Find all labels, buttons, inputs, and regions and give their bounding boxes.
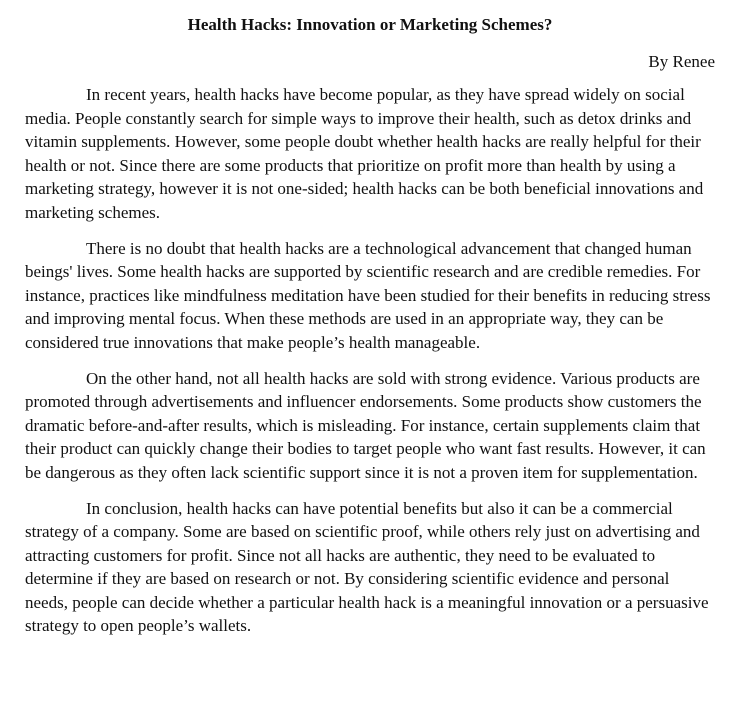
essay-title: Health Hacks: Innovation or Marketing Schemes? — [187, 15, 553, 34]
paragraph-introduction: In recent years, health hacks have become popular, as they have spread widely on social media. People constantly search for simple ways to improve their health, such as detox drinks and vitamin supplements. However, some people doubt whether health hacks are really helpful for their health or not. Since there are some products that prioritize on profit more than health by using a marketing strategy, however it is not one-sided; health hacks can be both beneficial innovations and marketing schemes. — [25, 85, 704, 222]
essay-page — [25, 14, 715, 638]
paragraph-conclusion: In conclusion, health hacks can have potential benefits but also it can be a commercial strategy of a company. Some are based on scientific proof, while others rely just on advertising and attracting customers for profit. Since not all hacks are authentic, they need to be evaluated to determine if they are based on research or not. By considering scientific evidence and personal needs, people can decide whether a particular health hack is a meaningful innovation or a persuasive strategy to open people’s wallets. — [25, 498, 709, 636]
paragraph-innovation: There is no doubt that health hacks are a technological advancement that changed human beings' lives. Some health hacks are supported by scientific research and are credible remedies. For instance, practices like mindfulness meditation have been studied for their benefits in reducing stress and improving mental focus. When these methods are used in an appropriate way, they can be considered true innovations that make people’s health manageable. — [25, 238, 711, 352]
author-byline: By Renee — [648, 52, 715, 71]
paragraph-marketing: On the other hand, not all health hacks are sold with strong evidence. Various products are promoted through advertisements and influencer endorsements. Some products show customers the dramatic before-and-after results, which is misleading. For instance, certain supplements claim that their product can quickly change their bodies to target people who want fast results. However, it can be dangerous as they often lack scientific support since it is not a proven item for supplementation. — [25, 368, 706, 482]
